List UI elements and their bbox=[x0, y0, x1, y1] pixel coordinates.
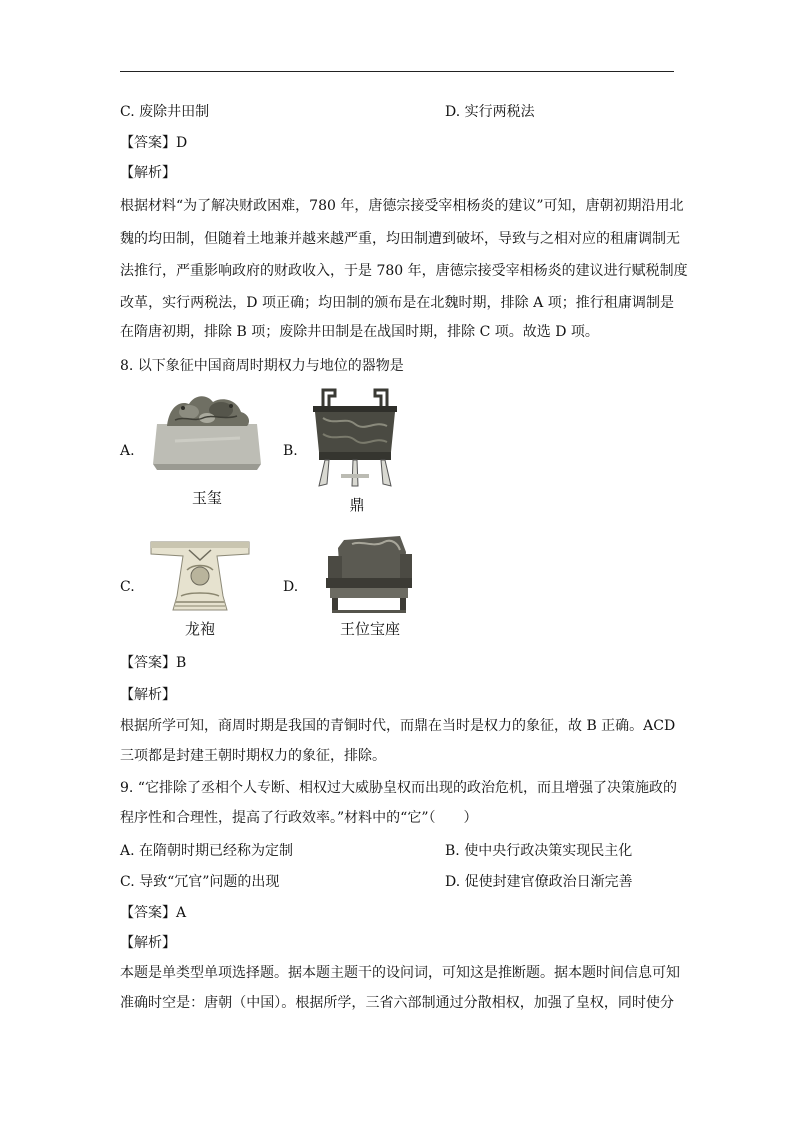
q9-option-b: B. 使中央行政决策实现民主化 bbox=[445, 843, 633, 859]
q9-stem-line: 程序性和合理性，提高了行政效率。”材料中的“它”（ ） bbox=[120, 810, 478, 826]
q9-option-a: A. 在隋朝时期已经称为定制 bbox=[120, 843, 294, 859]
q8-option-c-label: C. bbox=[120, 579, 135, 595]
q8-analysis-line: 根据所学可知，商周时期是我国的青铜时代，而鼎在当时是权力的象征，故 B 正确。ACD bbox=[120, 718, 676, 734]
q8-option-c-caption: 龙袍 bbox=[184, 620, 216, 638]
q8-option-d-label: D. bbox=[283, 579, 299, 595]
q8-option-a-label: A. bbox=[120, 443, 135, 459]
q7-option-d: D. 实行两税法 bbox=[445, 104, 535, 120]
q7-analysis-line: 根据材料“为了解决财政困难，780 年，唐德宗接受宰相杨炎的建议”可知，唐朝初期沿用北 bbox=[120, 198, 684, 214]
q9-analysis-line: 本题是单类型单项选择题。据本题主题干的设问词，可知这是推断题。据本题时间信息可知 bbox=[120, 965, 680, 981]
q7-option-c: C. 废除井田制 bbox=[120, 104, 210, 120]
q8-option-b-caption: 鼎 bbox=[349, 496, 365, 514]
q8-stem: 8. 以下象征中国商周时期权力与地位的器物是 bbox=[120, 358, 404, 374]
q8-analysis-line: 三项都是封建王朝时期权力的象征，排除。 bbox=[120, 748, 386, 764]
q7-analysis-line: 法推行，严重影响政府的财政收入，于是 780 年，唐德宗接受宰相杨炎的建议进行赋税制度 bbox=[120, 263, 688, 279]
q9-option-c: C. 导致“冗官”问题的出现 bbox=[120, 874, 280, 890]
q9-answer: 【答案】A bbox=[120, 905, 187, 921]
throne-image bbox=[322, 534, 414, 640]
q9-stem-line: 9. “它排除了丞相个人专断、相权过大威胁皇权而出现的政治危机，而且增强了决策施政的 bbox=[120, 780, 677, 796]
q7-analysis-label: 【解析】 bbox=[120, 165, 176, 181]
header-rule bbox=[120, 71, 674, 72]
q8-option-d-caption: 王位宝座 bbox=[339, 620, 401, 638]
q7-analysis-line: 在隋唐初期，排除 B 项；废除井田制是在战国时期，排除 C 项。故选 D 项。 bbox=[120, 324, 599, 340]
q7-analysis-line: 魏的均田制，但随着土地兼并越来越严重，均田制遭到破坏，导致与之相对应的租庸调制无 bbox=[120, 231, 680, 247]
q8-option-a-caption: 玉玺 bbox=[191, 489, 223, 507]
q9-analysis-line: 准确时空是：唐朝（中国）。根据所学，三省六部制通过分散相权，加强了皇权，同时使分 bbox=[120, 995, 674, 1011]
ding-vessel-image bbox=[305, 386, 405, 516]
q8-analysis-label: 【解析】 bbox=[120, 687, 176, 703]
q7-answer: 【答案】D bbox=[120, 135, 188, 151]
jade-seal-image bbox=[145, 386, 270, 511]
q9-option-d: D. 促使封建官僚政治日渐完善 bbox=[445, 874, 633, 890]
q8-option-b-label: B. bbox=[283, 443, 298, 459]
q9-analysis-label: 【解析】 bbox=[120, 935, 176, 951]
q7-analysis-line: 改革，实行两税法，D 项正确；均田制的颁布是在北魏时期，排除 A 项；推行租庸调制是 bbox=[120, 295, 674, 311]
q8-answer: 【答案】B bbox=[120, 655, 187, 671]
dragon-robe-image bbox=[145, 536, 255, 640]
